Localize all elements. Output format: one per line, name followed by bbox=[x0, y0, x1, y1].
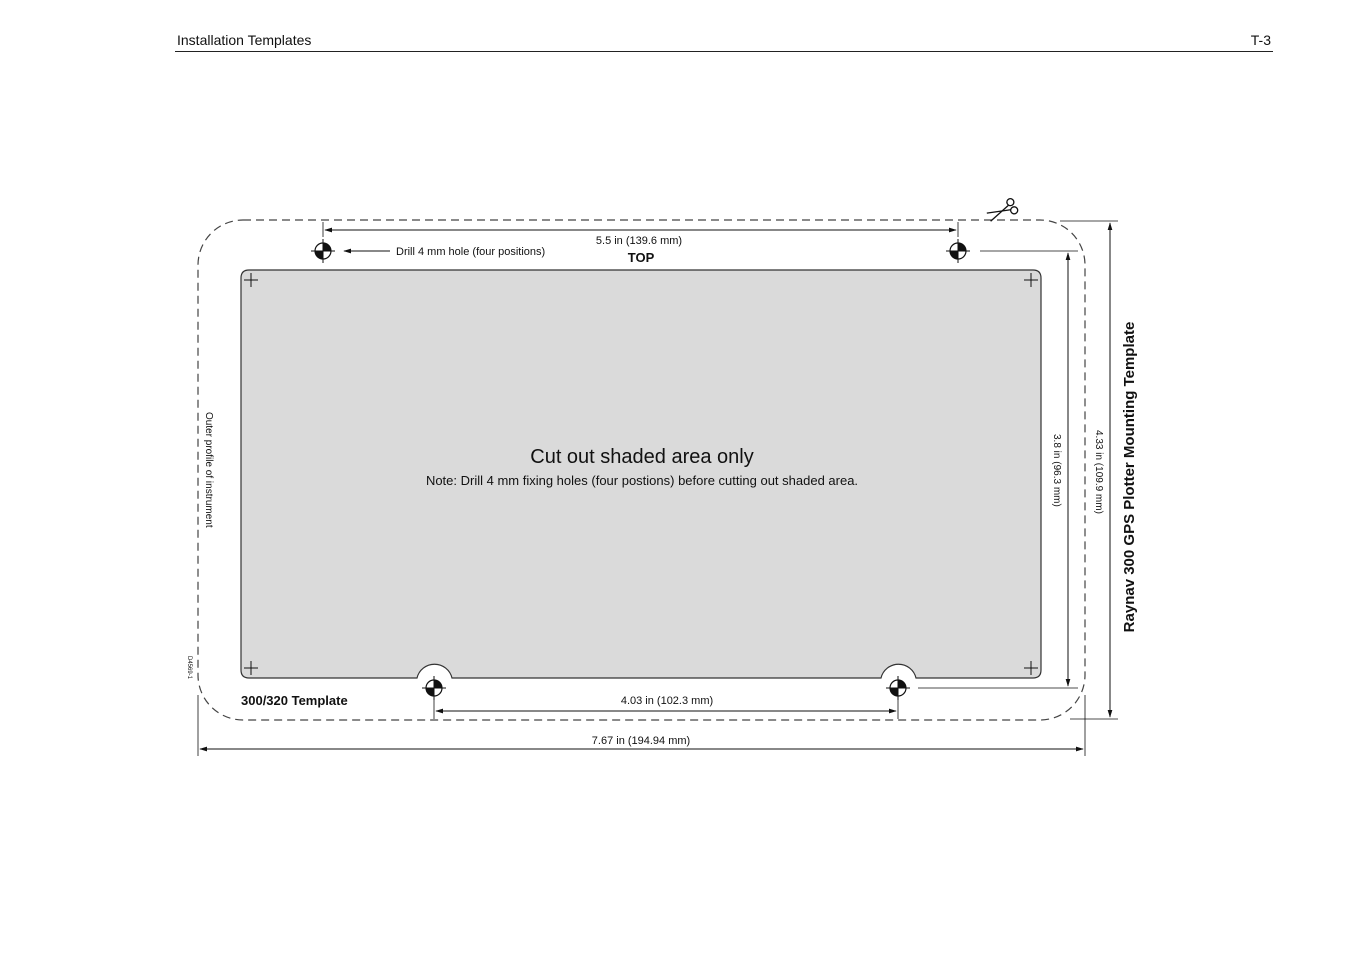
hole-height-dimension-label: 3.8 in (96.3 mm) bbox=[1051, 434, 1062, 507]
overall-height-dimension-label: 4.33 in (109.9 mm) bbox=[1093, 430, 1104, 514]
drill-hole-marker bbox=[886, 676, 910, 700]
top-holes-dimension-label: 5.5 in (139.6 mm) bbox=[595, 235, 683, 247]
drawing-id: D4569-1 bbox=[186, 656, 192, 680]
bottom-holes-dimension-label: 4.03 in (102.3 mm) bbox=[620, 695, 714, 707]
section-title: Installation Templates bbox=[177, 32, 312, 48]
top-label: TOP bbox=[627, 250, 655, 265]
drill-hole-label: Drill 4 mm hole (four positions) bbox=[396, 246, 546, 258]
cutout-heading: Cut out shaded area only bbox=[530, 446, 754, 468]
outer-profile-label: Outer profile of instrument bbox=[203, 412, 214, 528]
drill-hole-marker bbox=[946, 239, 970, 263]
drill-hole-marker bbox=[311, 239, 335, 263]
cutout-note: Note: Drill 4 mm fixing holes (four postions) before cutting out shaded area. bbox=[425, 473, 859, 488]
model-template-label: 300/320 Template bbox=[241, 693, 348, 708]
page-number: T-3 bbox=[1250, 32, 1271, 48]
template-title: Raynav 300 GPS Plotter Mounting Template bbox=[1121, 321, 1138, 633]
overall-width-dimension-label: 7.67 in (194.94 mm) bbox=[591, 735, 691, 747]
drill-hole-marker bbox=[422, 676, 446, 700]
